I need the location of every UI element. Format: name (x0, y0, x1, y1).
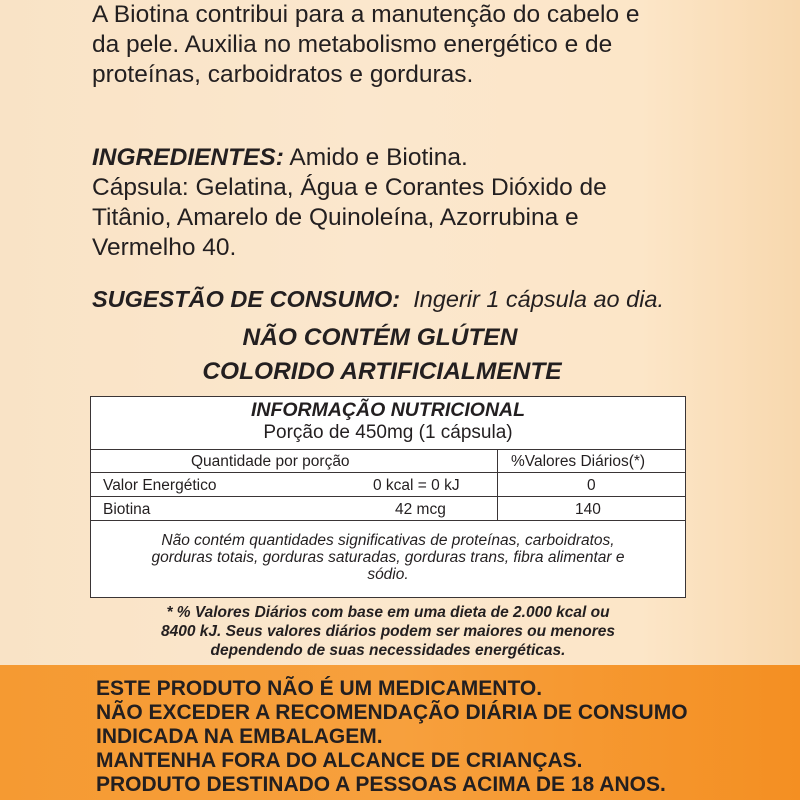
intro-line: proteínas, carboidratos e gorduras. (92, 61, 474, 88)
table-divider (91, 472, 685, 473)
table-column-divider (497, 449, 498, 521)
footnote-line: Não contém quantidades significativas de proteínas, carboidratos, (161, 532, 615, 549)
ingredients-label: INGREDIENTES: (92, 144, 284, 171)
vd-disclaimer-line: 8400 kJ. Seus valores diários podem ser maiores ou menores (160, 623, 616, 640)
footnote-line: sódio. (367, 566, 409, 583)
nutrition-table (90, 396, 686, 598)
warning-banner (0, 665, 800, 800)
ingredients-section (92, 143, 792, 263)
ingredients-first-text: Amido e Biotina. (283, 144, 468, 171)
warning-line: MANTENHA FORA DO ALCANCE DE CRIANÇAS. (96, 749, 583, 772)
nutrition-portion: Porção de 450mg (1 cápsula) (263, 422, 513, 443)
warning-lines (96, 677, 688, 797)
row-name: Biotina (103, 501, 151, 518)
ingredients-line: Titânio, Amarelo de Quinoleína, Azorrubina e (92, 204, 579, 231)
warning-line: PRODUTO DESTINADO A PESSOAS ACIMA DE 18 ANOS. (96, 773, 666, 796)
vd-disclaimer-line: dependendo de suas necessidades energéticas. (210, 642, 566, 659)
header-vd: %Valores Diários(*) (511, 453, 646, 470)
row-vd: 140 (575, 501, 601, 518)
table-divider (91, 496, 685, 497)
ingredients-line: Cápsula: Gelatina, Água e Corantes Dióxido de (92, 174, 607, 201)
intro-line: da pele. Auxilia no metabolismo energético e de (92, 31, 613, 58)
row-vd: 0 (587, 477, 596, 494)
ingredients-first-line (92, 143, 792, 173)
gluten-statement: NÃO CONTÉM GLÚTEN (242, 324, 518, 351)
row-amount: 0 kcal = 0 kJ (373, 477, 460, 494)
sugestao-text: Ingerir 1 cápsula ao dia. (400, 286, 665, 312)
row-name: Valor Energético (103, 477, 217, 494)
colorido-statement: COLORIDO ARTIFICIALMENTE (202, 358, 562, 385)
sugestao-label: SUGESTÃO DE CONSUMO: (92, 286, 401, 312)
warning-line: NÃO EXCEDER A RECOMENDAÇÃO DIÁRIA DE CONSUMO (96, 701, 688, 724)
header-qty: Quantidade por porção (191, 453, 350, 470)
ingredients-line: Vermelho 40. (92, 234, 237, 261)
intro-paragraph (92, 0, 792, 90)
table-divider (91, 520, 685, 521)
vd-disclaimer (0, 603, 788, 660)
warning-line: INDICADA NA EMBALAGEM. (96, 725, 383, 748)
footnote-line: gorduras totais, gorduras saturadas, gorduras trans, fibra alimentar e (151, 549, 625, 566)
nutrition-footnote (91, 532, 685, 583)
table-divider (91, 449, 685, 450)
vd-disclaimer-line: * % Valores Diários com base em uma dieta de 2.000 kcal ou (166, 604, 610, 621)
intro-line: A Biotina contribui para a manutenção do cabelo e (92, 1, 640, 28)
row-amount: 42 mcg (395, 501, 446, 518)
warning-line: ESTE PRODUTO NÃO É UM MEDICAMENTO. (96, 677, 543, 700)
sugestao-consumo (92, 284, 800, 314)
nutrition-title: INFORMAÇÃO NUTRICIONAL (250, 399, 526, 421)
